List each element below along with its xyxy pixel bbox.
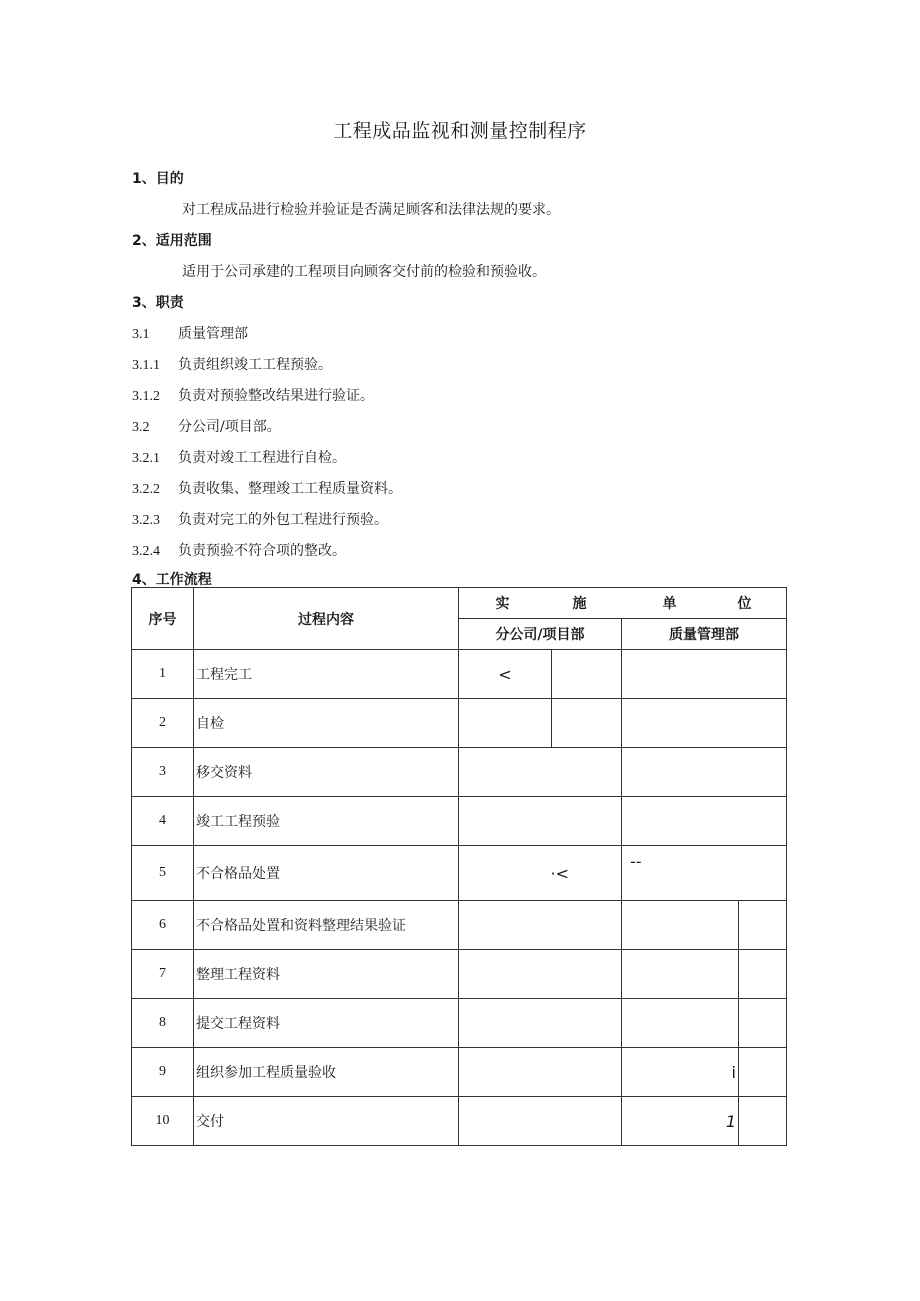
- row-cell: [739, 1097, 787, 1146]
- duty-text: 负责对竣工工程进行自检。: [178, 450, 346, 466]
- header-content: 过程内容: [194, 588, 459, 650]
- row-mark-quality: [622, 999, 739, 1048]
- row-mark-quality: [622, 650, 787, 699]
- header-unit: [459, 588, 787, 619]
- header-branch: 分公司/项目部: [459, 619, 622, 650]
- row-content: 不合格品处置: [194, 846, 459, 901]
- row-content: 组织参加工程质量验收: [194, 1048, 459, 1097]
- duty-num: 3.2.2: [132, 482, 160, 497]
- row-mark-branch: [459, 797, 622, 846]
- table-row: [132, 699, 787, 748]
- duty-item: [132, 447, 346, 467]
- duty-num: 3.2.4: [132, 544, 160, 559]
- duty-num: 3.1.2: [132, 389, 160, 404]
- duty-item: [132, 509, 388, 529]
- row-num: 1: [132, 650, 194, 699]
- table-row: [132, 650, 787, 699]
- duty-item: [132, 354, 332, 374]
- row-mark-quality: i: [622, 1048, 739, 1097]
- page-title: 工程成品监视和测量控制程序: [333, 120, 587, 142]
- duty-text: 负责收集、整理竣工工程质量资料。: [178, 481, 402, 497]
- row-content: 提交工程资料: [194, 999, 459, 1048]
- row-cell: [552, 650, 622, 699]
- row-mark-quality: [622, 950, 739, 999]
- row-mark-branch: [459, 950, 622, 999]
- row-num: 8: [132, 999, 194, 1048]
- row-content: 自检: [194, 699, 459, 748]
- row-mark-quality: [622, 699, 787, 748]
- duty-item: [132, 323, 248, 343]
- row-num: 9: [132, 1048, 194, 1097]
- duty-text: 负责对完工的外包工程进行预验。: [178, 512, 388, 528]
- row-num: 2: [132, 699, 194, 748]
- header-seq: 序号: [132, 588, 194, 650]
- header-quality: 质量管理部: [622, 619, 787, 650]
- duty-text: 负责组织竣工工程预验。: [178, 357, 332, 373]
- table-row: [132, 748, 787, 797]
- row-mark-branch: ·<: [459, 846, 622, 901]
- row-content: 不合格品处置和资料整理结果验证: [194, 901, 459, 950]
- row-mark-branch: [459, 699, 552, 748]
- duty-num: 3.1: [132, 327, 150, 342]
- duty-num: 3.1.1: [132, 358, 160, 373]
- row-num: 10: [132, 1097, 194, 1146]
- row-num: 4: [132, 797, 194, 846]
- row-mark-branch: [459, 1048, 622, 1097]
- row-cell: [739, 1048, 787, 1097]
- row-mark-quality: [622, 797, 787, 846]
- table-row: [132, 1097, 787, 1146]
- row-mark-quality: 1: [622, 1097, 739, 1146]
- duty-text: 负责预验不符合项的整改。: [178, 543, 346, 559]
- row-content: 整理工程资料: [194, 950, 459, 999]
- table-row: [132, 950, 787, 999]
- section-heading-duties: 3、职责: [132, 295, 184, 311]
- row-content: 竣工工程预验: [194, 797, 459, 846]
- row-mark-branch: [459, 999, 622, 1048]
- row-mark-branch: [459, 901, 622, 950]
- section-heading-scope: 2、适用范围: [132, 233, 212, 249]
- scope-text: 适用于公司承建的工程项目向顾客交付前的检验和预验收。: [182, 264, 546, 280]
- duty-item: [132, 416, 281, 436]
- row-content: 移交资料: [194, 748, 459, 797]
- row-num: 3: [132, 748, 194, 797]
- section-heading-workflow: 4、工作流程: [132, 572, 212, 588]
- duty-num: 3.2.3: [132, 513, 160, 528]
- duty-item: [132, 478, 402, 498]
- header-unit-char: 实: [495, 596, 510, 612]
- duty-item: [132, 385, 374, 405]
- row-num: 7: [132, 950, 194, 999]
- table-row: [132, 797, 787, 846]
- header-unit-char: 位: [737, 596, 752, 612]
- table-row: [132, 999, 787, 1048]
- duty-text: 分公司/项目部。: [178, 419, 281, 435]
- row-cell: [552, 699, 622, 748]
- row-content: 工程完工: [194, 650, 459, 699]
- duty-text: 负责对预验整改结果进行验证。: [178, 388, 374, 404]
- row-cell: [739, 999, 787, 1048]
- table-row: [132, 901, 787, 950]
- row-mark-quality: --: [622, 846, 787, 901]
- row-cell: [739, 901, 787, 950]
- row-num: 6: [132, 901, 194, 950]
- header-unit-char: 施: [572, 596, 587, 612]
- purpose-text: 对工程成品进行检验并验证是否满足顾客和法律法规的要求。: [182, 202, 560, 218]
- section-heading-purpose: 1、目的: [132, 171, 184, 187]
- row-mark-branch: <: [459, 650, 552, 699]
- duty-num: 3.2: [132, 420, 150, 435]
- row-cell: [739, 950, 787, 999]
- row-num: 5: [132, 846, 194, 901]
- duty-item: [132, 540, 346, 560]
- duty-num: 3.2.1: [132, 451, 160, 466]
- row-mark-quality: [622, 901, 739, 950]
- workflow-table: [131, 587, 787, 1146]
- duty-text: 质量管理部: [178, 326, 248, 342]
- table-row: [132, 1048, 787, 1097]
- row-mark-quality: [622, 748, 787, 797]
- header-unit-char: 单: [662, 596, 677, 612]
- row-mark-branch: [459, 1097, 622, 1146]
- row-mark-branch: [459, 748, 622, 797]
- table-row: [132, 846, 787, 901]
- row-content: 交付: [194, 1097, 459, 1146]
